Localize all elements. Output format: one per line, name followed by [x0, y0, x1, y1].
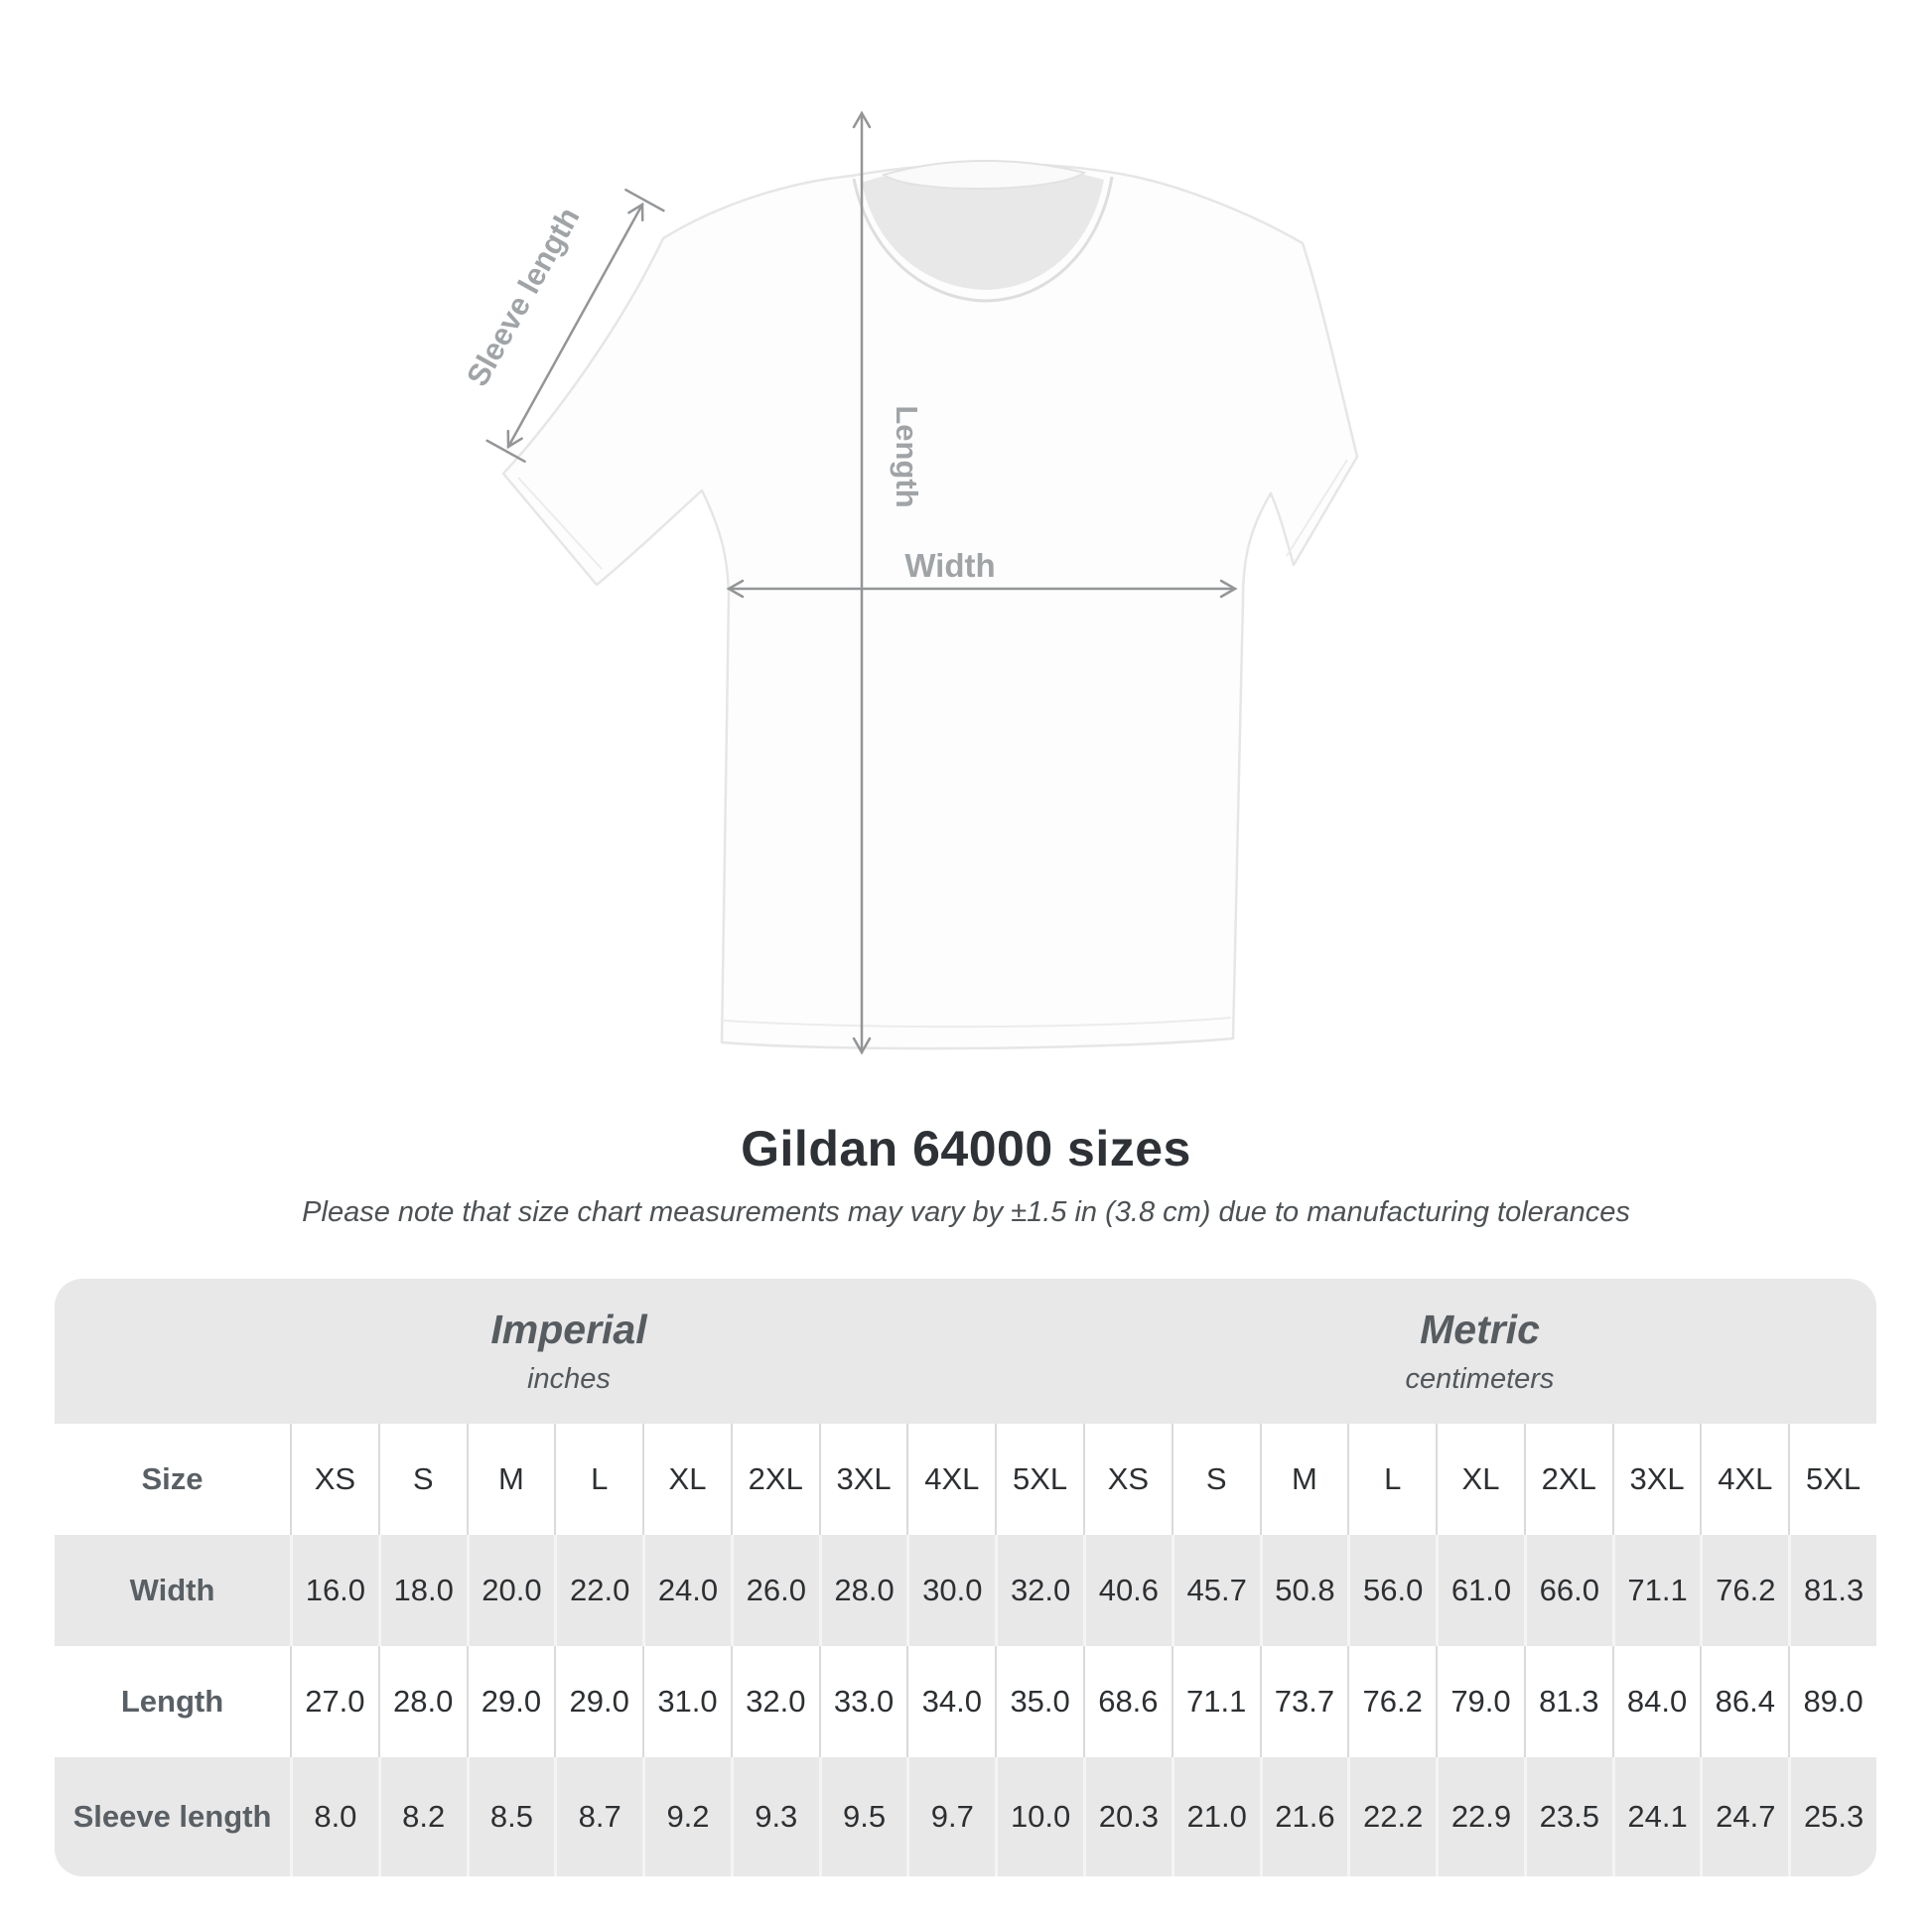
length-imperial-value: 34.0: [906, 1646, 995, 1757]
length-metric-value: 79.0: [1436, 1646, 1524, 1757]
size-header-metric-xl: XL: [1436, 1424, 1524, 1535]
sleeve-imperial-value: 8.2: [378, 1757, 467, 1876]
width-metric-value: 45.7: [1172, 1535, 1260, 1646]
length-metric-value: 81.3: [1524, 1646, 1612, 1757]
size-header-imperial-2xl: 2XL: [731, 1424, 819, 1535]
size-header-metric-l: L: [1347, 1424, 1436, 1535]
width-imperial-value: 24.0: [642, 1535, 731, 1646]
size-header-metric-s: S: [1172, 1424, 1260, 1535]
length-imperial-value: 29.0: [554, 1646, 642, 1757]
sleeve-imperial-value: 9.7: [906, 1757, 995, 1876]
page-title: Gildan 64000 sizes: [741, 1121, 1191, 1176]
sleeve-length-label: Sleeve length: [460, 202, 587, 392]
sleeve-metric-value: 21.6: [1260, 1757, 1348, 1876]
width-imperial-value: 16.0: [290, 1535, 378, 1646]
size-header-metric-4xl: 4XL: [1700, 1424, 1788, 1535]
sleeve-metric-value: 22.9: [1436, 1757, 1524, 1876]
sleeve-metric-value: 23.5: [1524, 1757, 1612, 1876]
width-imperial-value: 22.0: [554, 1535, 642, 1646]
width-metric-value: 61.0: [1436, 1535, 1524, 1646]
size-header-imperial-m: M: [467, 1424, 555, 1535]
sleeve-row-label: Sleeve length: [55, 1757, 290, 1876]
length-imperial-value: 35.0: [995, 1646, 1083, 1757]
sleeve-metric-value: 22.2: [1347, 1757, 1436, 1876]
length-metric-value: 73.7: [1260, 1646, 1348, 1757]
length-metric-value: 71.1: [1172, 1646, 1260, 1757]
length-imperial-value: 28.0: [378, 1646, 467, 1757]
metric-sublabel: centimeters: [1405, 1363, 1555, 1395]
length-metric-value: 89.0: [1788, 1646, 1876, 1757]
tolerance-note: Please note that size chart measurements may vary by ±1.5 in (3.8 cm) due to manufacturing tolerances: [302, 1196, 1630, 1228]
sleeve-metric-value: 24.7: [1700, 1757, 1788, 1876]
size-column-header: Size: [55, 1424, 290, 1535]
width-metric-value: 50.8: [1260, 1535, 1348, 1646]
length-imperial-value: 29.0: [467, 1646, 555, 1757]
sleeve-metric-value: 20.3: [1083, 1757, 1172, 1876]
length-imperial-value: 27.0: [290, 1646, 378, 1757]
size-header-imperial-xl: XL: [642, 1424, 731, 1535]
width-imperial-value: 18.0: [378, 1535, 467, 1646]
width-imperial-value: 30.0: [906, 1535, 995, 1646]
size-header-metric-2xl: 2XL: [1524, 1424, 1612, 1535]
width-metric-value: 56.0: [1347, 1535, 1436, 1646]
tshirt-body: [503, 164, 1357, 1048]
sleeve-imperial-value: 9.3: [731, 1757, 819, 1876]
width-label: Width: [904, 547, 996, 584]
size-table: [55, 1279, 1876, 1876]
width-imperial-value: 20.0: [467, 1535, 555, 1646]
size-header-imperial-s: S: [378, 1424, 467, 1535]
imperial-sublabel: inches: [527, 1363, 611, 1395]
metric-unit-header: [1083, 1279, 1876, 1424]
sleeve-metric-value: 25.3: [1788, 1757, 1876, 1876]
width-row-label: Width: [55, 1535, 290, 1646]
width-metric-value: 71.1: [1612, 1535, 1701, 1646]
length-row-label: Length: [55, 1646, 290, 1757]
sleeve-imperial-value: 8.0: [290, 1757, 378, 1876]
width-metric-value: 66.0: [1524, 1535, 1612, 1646]
length-imperial-value: 31.0: [642, 1646, 731, 1757]
length-metric-value: 86.4: [1700, 1646, 1788, 1757]
sleeve-imperial-value: 8.5: [467, 1757, 555, 1876]
width-metric-value: 81.3: [1788, 1535, 1876, 1646]
size-header-imperial-4xl: 4XL: [906, 1424, 995, 1535]
size-header-imperial-l: L: [554, 1424, 642, 1535]
size-header-imperial-xs: XS: [290, 1424, 378, 1535]
sleeve-metric-value: 24.1: [1612, 1757, 1701, 1876]
imperial-label: Imperial: [490, 1307, 647, 1352]
width-metric-value: 40.6: [1083, 1535, 1172, 1646]
sleeve-imperial-value: 8.7: [554, 1757, 642, 1876]
length-metric-value: 76.2: [1347, 1646, 1436, 1757]
length-imperial-value: 32.0: [731, 1646, 819, 1757]
size-header-metric-xs: XS: [1083, 1424, 1172, 1535]
length-metric-value: 68.6: [1083, 1646, 1172, 1757]
sleeve-imperial-value: 9.2: [642, 1757, 731, 1876]
length-label: Length: [890, 405, 924, 508]
size-header-metric-m: M: [1260, 1424, 1348, 1535]
sleeve-imperial-value: 10.0: [995, 1757, 1083, 1876]
width-imperial-value: 26.0: [731, 1535, 819, 1646]
tshirt-illustration: [503, 161, 1357, 1048]
sleeve-metric-value: 21.0: [1172, 1757, 1260, 1876]
width-metric-value: 76.2: [1700, 1535, 1788, 1646]
length-metric-value: 84.0: [1612, 1646, 1701, 1757]
imperial-unit-header: [55, 1279, 1083, 1424]
width-imperial-value: 32.0: [995, 1535, 1083, 1646]
length-imperial-value: 33.0: [819, 1646, 907, 1757]
size-header-imperial-3xl: 3XL: [819, 1424, 907, 1535]
size-header-imperial-5xl: 5XL: [995, 1424, 1083, 1535]
width-imperial-value: 28.0: [819, 1535, 907, 1646]
sleeve-imperial-value: 9.5: [819, 1757, 907, 1876]
metric-label: Metric: [1420, 1307, 1540, 1352]
size-header-metric-5xl: 5XL: [1788, 1424, 1876, 1535]
size-header-metric-3xl: 3XL: [1612, 1424, 1701, 1535]
